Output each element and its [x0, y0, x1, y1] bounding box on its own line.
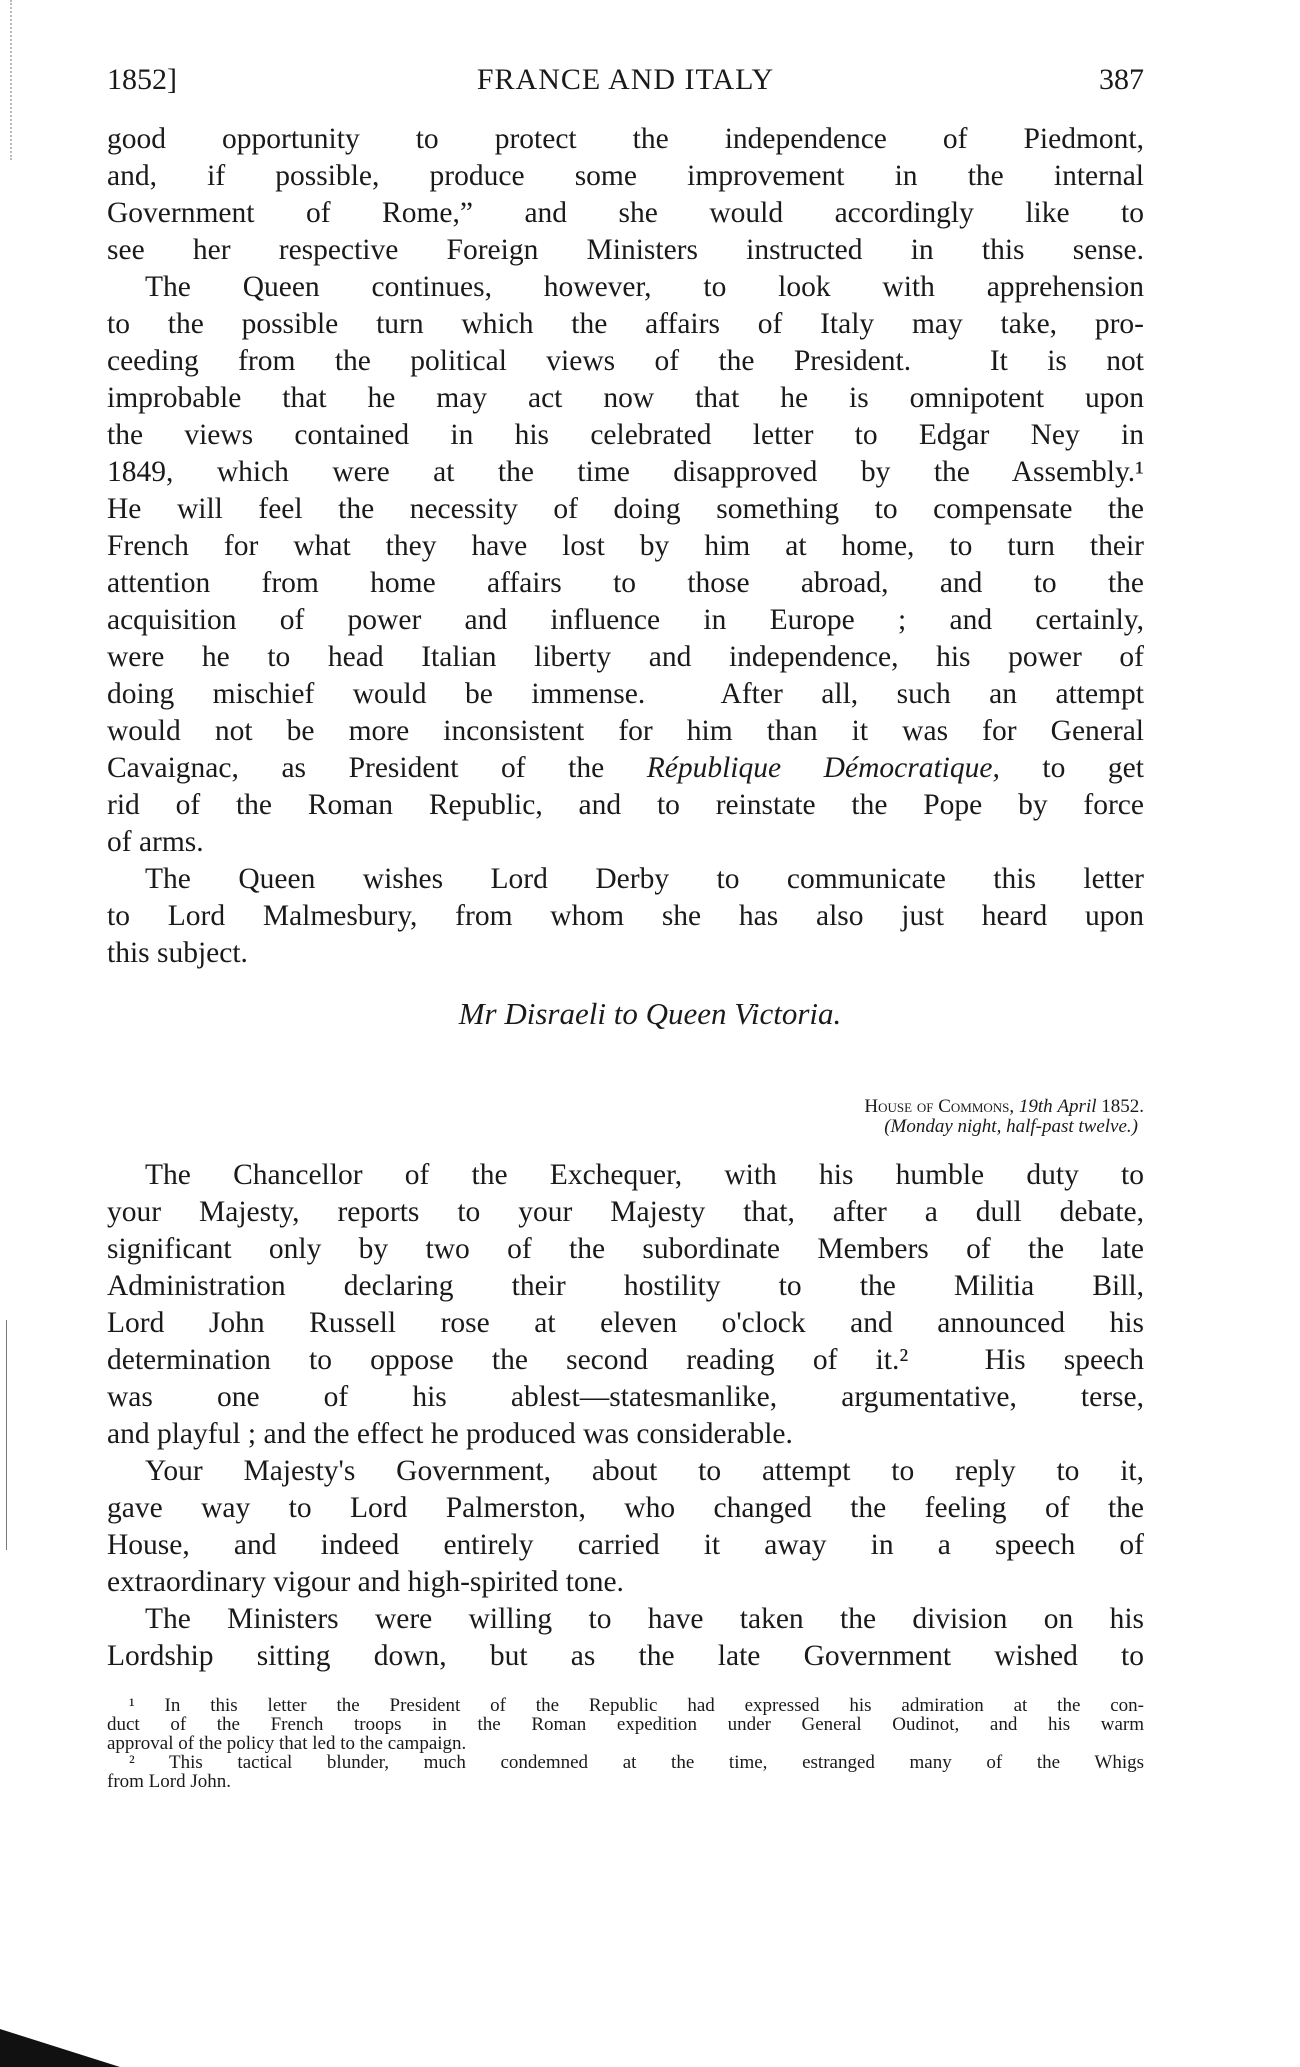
text-segment: doing mischief would be immense. After all, such an attempt	[107, 678, 1144, 710]
text-line	[107, 491, 1144, 528]
text-segment: The Queen continues, however, to look with apprehension	[145, 271, 1144, 303]
text-line-content	[107, 750, 1144, 787]
text-segment: Government of Rome,” and she would accordingly like to	[107, 197, 1144, 229]
text-line-content	[107, 713, 1144, 750]
footnotes	[107, 1696, 1144, 1791]
text-line	[107, 1696, 1144, 1715]
text-line-content	[107, 1379, 1144, 1416]
header-year: 1852]	[107, 63, 177, 96]
text-line-content	[107, 602, 1144, 639]
text-line	[107, 935, 1144, 972]
text-line-content	[145, 1157, 1144, 1194]
text-line	[107, 1601, 1144, 1638]
text-line	[107, 417, 1144, 454]
text-segment: House, and indeed entirely carried it away in a speech of	[107, 1529, 1144, 1561]
text-line	[107, 1305, 1144, 1342]
text-line-content	[107, 158, 1144, 195]
text-line	[107, 713, 1144, 750]
text-line-content	[107, 1268, 1144, 1305]
scan-corner-artifact	[0, 2029, 120, 2067]
text-segment: Cavaignac, as President of the	[107, 752, 647, 784]
text-segment: to Lord Malmesbury, from whom she has also just heard upon	[107, 900, 1144, 932]
text-segment: gave way to Lord Palmerston, who changed the feeling of the	[107, 1492, 1144, 1524]
text-segment: this subject.	[107, 937, 248, 969]
text-segment: attention from home affairs to those abroad, and to the	[107, 567, 1144, 599]
page-number: 387	[1099, 63, 1144, 96]
text-line	[107, 676, 1144, 713]
text-segment: the views contained in his celebrated letter to Edgar Ney in	[107, 419, 1144, 451]
text-segment: Administration declaring their hostility to the Militia Bill,	[107, 1270, 1144, 1302]
letter-place-date	[864, 1097, 1144, 1117]
text-line-content	[107, 1715, 1144, 1734]
text-line-content	[107, 1490, 1144, 1527]
running-header	[107, 60, 1144, 100]
text-segment: Your Majesty's Government, about to attempt to reply to it,	[145, 1455, 1144, 1487]
text-segment: determination to oppose the second reading of it.² His speech	[107, 1344, 1144, 1376]
text-line-content	[107, 1638, 1144, 1675]
text-line	[107, 1268, 1144, 1305]
text-line-content	[107, 380, 1144, 417]
text-line	[107, 1734, 1144, 1753]
text-line	[107, 1379, 1144, 1416]
text-segment: from Lord John.	[107, 1771, 232, 1792]
text-line	[107, 565, 1144, 602]
text-line-content	[107, 1564, 1144, 1601]
text-segment: 1849, which were at the time disapproved by the Assembly.¹	[107, 456, 1144, 488]
text-line-content	[107, 1194, 1144, 1231]
text-line-content	[107, 787, 1144, 824]
text-line	[107, 1638, 1144, 1675]
text-line	[107, 602, 1144, 639]
text-segment: Lord John Russell rose at eleven o'clock and announced his	[107, 1307, 1144, 1339]
text-segment: good opportunity to protect the independence of Piedmont,	[107, 123, 1144, 155]
text-line	[107, 639, 1144, 676]
header-title: FRANCE AND ITALY	[476, 63, 775, 96]
text-line-content	[107, 343, 1144, 380]
text-line-content	[107, 676, 1144, 713]
text-line	[107, 232, 1144, 269]
text-segment: to get	[999, 752, 1144, 784]
text-line	[107, 343, 1144, 380]
text-line-content	[107, 898, 1144, 935]
text-line	[107, 306, 1144, 343]
text-line-content	[107, 935, 1144, 972]
text-segment: ¹ In this letter the President of the Republic had expressed his admiration at the con-	[129, 1695, 1144, 1716]
text-line	[107, 1231, 1144, 1268]
text-line-content	[129, 1696, 1144, 1715]
scan-edge-artifact	[10, 0, 14, 160]
text-line	[107, 380, 1144, 417]
text-line-content	[107, 1305, 1144, 1342]
text-line-content	[107, 1734, 1144, 1753]
text-segment: rid of the Roman Republic, and to reinstate the Pope by force	[107, 789, 1144, 821]
text-line	[107, 1753, 1144, 1772]
text-segment: to the possible turn which the affairs of Italy may take, pro-	[107, 308, 1144, 340]
text-line-content	[107, 417, 1144, 454]
text-line	[107, 861, 1144, 898]
text-line	[107, 1194, 1144, 1231]
text-line	[107, 269, 1144, 306]
text-segment: improbable that he may act now that he is omnipotent upon	[107, 382, 1144, 414]
text-line-content	[107, 1527, 1144, 1564]
text-segment: significant only by two of the subordinate Members of the late	[107, 1233, 1144, 1265]
text-line	[107, 1157, 1144, 1194]
text-segment: of arms.	[107, 826, 204, 858]
scan-line-artifact	[6, 1320, 7, 1550]
text-segment: Lordship sitting down, but as the late Government wished to	[107, 1640, 1144, 1672]
text-segment: and, if possible, produce some improvement in the internal	[107, 160, 1144, 192]
text-line-content	[107, 454, 1144, 491]
text-line-content	[107, 306, 1144, 343]
text-line-content	[145, 269, 1144, 306]
text-segment: your Majesty, reports to your Majesty that, after a dull debate,	[107, 1196, 1144, 1228]
text-segment: were he to head Italian liberty and independence, his power of	[107, 641, 1144, 673]
text-line	[107, 1772, 1144, 1791]
text-line	[107, 1715, 1144, 1734]
text-line	[107, 121, 1144, 158]
text-segment: would not be more inconsistent for him than it was for General	[107, 715, 1144, 747]
text-line-content	[107, 1342, 1144, 1379]
text-segment: French for what they have lost by him at home, to turn their	[107, 530, 1144, 562]
text-line	[107, 824, 1144, 861]
text-line-content	[129, 1753, 1144, 1772]
letter-place: House of Commons,	[864, 1096, 1015, 1117]
text-segment: He will feel the necessity of doing something to compensate the	[107, 493, 1144, 525]
text-line-content	[107, 1231, 1144, 1268]
letter-date-day: 19th	[1018, 1096, 1053, 1117]
text-line-content	[107, 824, 1144, 861]
text-line	[107, 1527, 1144, 1564]
letter-time: (Monday night, half-past twelve.)	[884, 1116, 1138, 1137]
text-segment: ² This tactical blunder, much condemned at the time, estranged many of the Whigs	[129, 1752, 1144, 1773]
text-line	[107, 750, 1144, 787]
letter-date-month: April	[1057, 1096, 1097, 1117]
text-segment: The Ministers were willing to have taken the division on his	[145, 1603, 1144, 1635]
text-line	[107, 1342, 1144, 1379]
text-line	[107, 898, 1144, 935]
text-line-content	[107, 195, 1144, 232]
text-line	[107, 1490, 1144, 1527]
text-segment: and playful ; and the effect he produced was considerable.	[107, 1418, 793, 1450]
text-line-content	[107, 1416, 1144, 1453]
text-line-content	[107, 1772, 1144, 1791]
text-line-content	[145, 1601, 1144, 1638]
text-line-content	[107, 639, 1144, 676]
text-line-content	[145, 861, 1144, 898]
text-line	[107, 1416, 1144, 1453]
text-line	[107, 195, 1144, 232]
text-line	[107, 1453, 1144, 1490]
text-line	[107, 528, 1144, 565]
letter-date-year: 1852.	[1101, 1096, 1144, 1117]
text-line-content	[107, 232, 1144, 269]
text-line-content	[107, 565, 1144, 602]
text-segment: The Queen wishes Lord Derby to communicate this letter	[145, 863, 1144, 895]
text-line-content	[107, 528, 1144, 565]
text-line	[107, 454, 1144, 491]
text-line-content	[145, 1453, 1144, 1490]
text-segment: approval of the policy that led to the campaign.	[107, 1733, 467, 1754]
text-line-content	[107, 491, 1144, 528]
text-line	[107, 787, 1144, 824]
text-segment: acquisition of power and influence in Europe ; and certainly,	[107, 604, 1144, 636]
text-line	[107, 158, 1144, 195]
italic-text: République Démocratique,	[646, 752, 1000, 784]
text-segment: see her respective Foreign Ministers instructed in this sense.	[107, 234, 1144, 266]
text-segment: extraordinary vigour and high-spirited tone.	[107, 1566, 624, 1598]
text-line-content	[107, 121, 1144, 158]
letter-heading: Mr Disraeli to Queen Victoria.	[458, 996, 842, 1031]
body-text-section-1	[107, 121, 1144, 972]
text-segment: duct of the French troops in the Roman expedition under General Oudinot, and his warm	[107, 1714, 1144, 1735]
text-segment: was one of his ablest—statesmanlike, argumentative, terse,	[107, 1381, 1144, 1413]
text-segment: ceeding from the political views of the President. It is not	[107, 345, 1144, 377]
text-segment: The Chancellor of the Exchequer, with his humble duty to	[145, 1159, 1144, 1191]
letter-body	[107, 1157, 1144, 1675]
text-line	[107, 1564, 1144, 1601]
